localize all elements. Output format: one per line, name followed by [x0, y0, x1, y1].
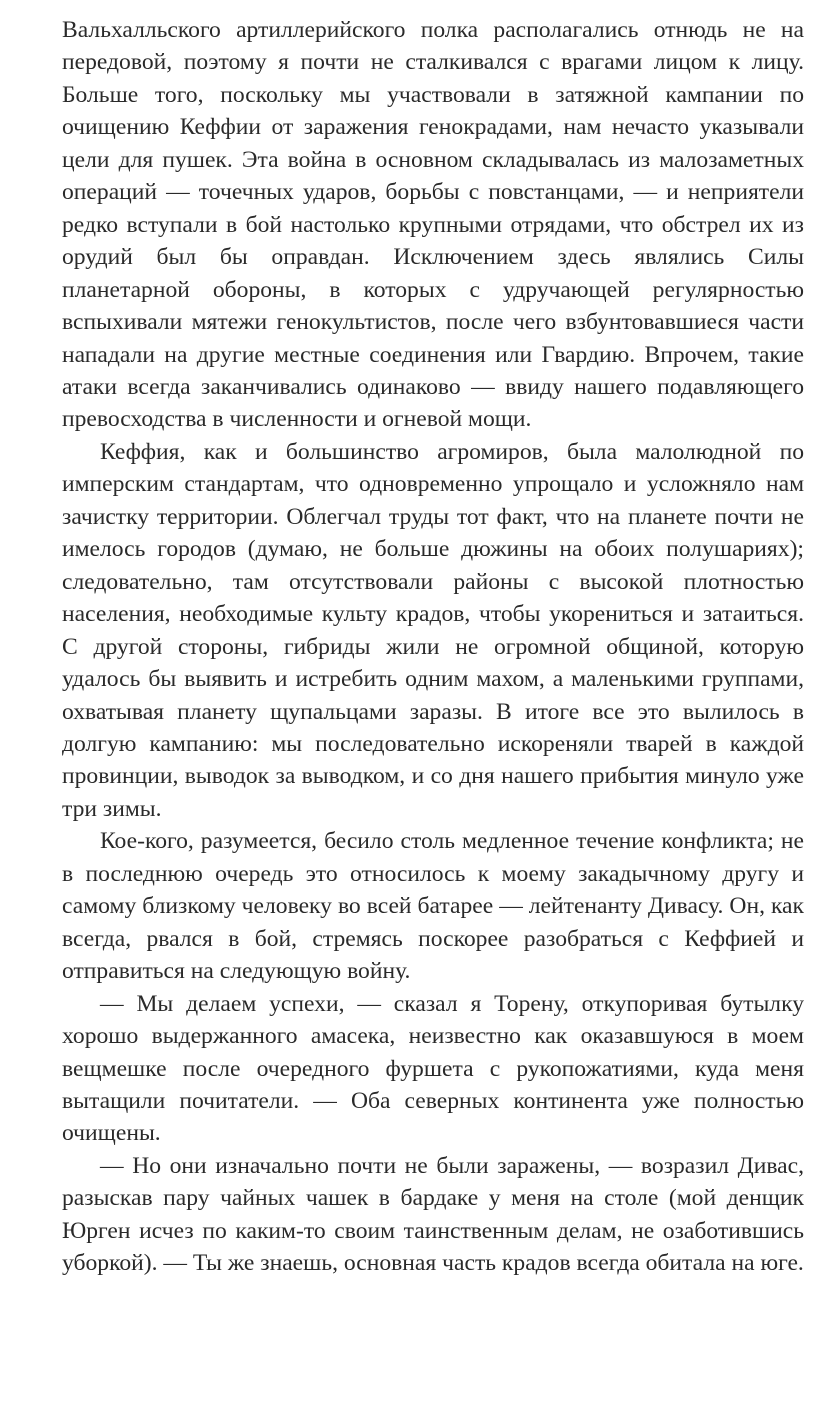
paragraph-5: — Но они изначально почти не были заражены, — возразил Дивас, разыскав пару чайных чашек в бардаке у меня на столе (мой денщик Юрген исчез по каким-то своим таинственным делам, не озаботившись уборкой). — Ты же знаешь, основная часть крадов всегда обитала на юге.	[62, 1152, 804, 1277]
paragraph-1: Вальхалльского артиллерийского полка располагались отнюдь не на передовой, поэтому я почти не сталкивался с врагами лицом к лицу. Больше того, поскольку мы участвовали в затяжной кампании по очищению Кеффии от заражения генокрадами, нам нечасто указывали цели для пушек. Эта война в основном складывалась из малозаметных операций — точечных ударов, борьбы с повстанцами, — и неприятели редко вступали в бой настолько крупными отрядами, что обстрел их из орудий был бы оправдан. Исключением здесь являлись Силы планетарной обороны, в которых с удручающей регулярностью вспыхивали мятежи генокультистов, после чего взбунтовавшиеся части нападали на другие местные соединения или Гвардию. Впрочем, такие атаки всегда заканчивались одинаково — ввиду нашего подавляющего превосходства в численности и огневой мощи.	[62, 17, 804, 433]
paragraph-3: Кое-кого, разумеется, бесило столь медленное течение конфликта; не в последнюю очередь это относилось к моему закадычному другу и самому близкому человеку во всей батарее — лейтенанту Дивасу. Он, как всегда, рвался в бой, стремясь поскорее разобраться с Кеффией и отправиться на следующую войну.	[62, 828, 804, 985]
paragraph-2: Кеффия, как и большинство агромиров, была малолюдной по имперским стандартам, что одновременно упрощало и усложняло нам зачистку территории. Облегчал труды тот факт, что на планете почти не имелось городов (думаю, не больше дюжины на обоих полушариях); следовательно, там отсутствовали районы с высокой плотностью населения, необходимые культу крадов, чтобы укорениться и затаиться. С другой стороны, гибриды жили не огромной общиной, которую удалось бы выявить и истребить одним махом, а маленькими группами, охватывая планету щупальцами заразы. В итоге все это вылилось в долгую кампанию: мы последовательно искореняли тварей в каждой провинции, выводок за выводком, и со дня нашего прибытия минуло уже три зимы.	[62, 438, 804, 822]
paragraph-4: — Мы делаем успехи, — сказал я Торену, откупоривая бутылку хорошо выдержанного амасека, неизвестно как оказавшуюся в моем вещмешке после очередного фуршета с рукопожатиями, куда меня вытащили почитатели. — Оба северных континента уже полностью очищены.	[62, 990, 804, 1147]
page-body	[62, 14, 804, 1280]
